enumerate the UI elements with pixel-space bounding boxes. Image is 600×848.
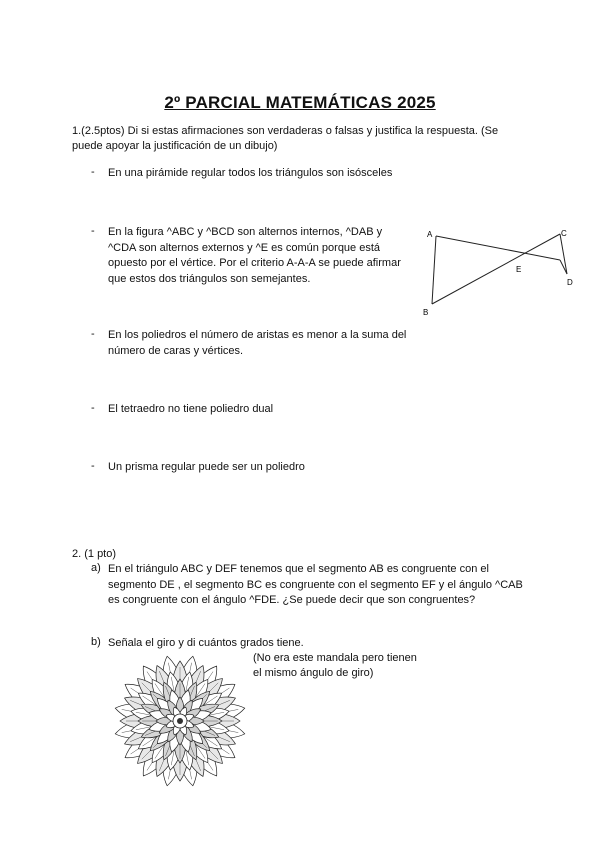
bullet-dash: - bbox=[91, 460, 95, 472]
q2-b-text: Señala el giro y di cuántos grados tiene. bbox=[108, 637, 304, 649]
q1-item-1 bbox=[108, 166, 392, 182]
mandala-center-dot bbox=[177, 718, 183, 724]
q1-item-4-line: El tetraedro no tiene poliedro dual bbox=[108, 403, 274, 415]
page-title: 2º PARCIAL MATEMÁTICAS 2025 bbox=[164, 93, 436, 112]
bullet-dash: - bbox=[91, 225, 95, 237]
q2-a-line: En el triángulo ABC y DEF tenemos que el segmento AB es congruente con el bbox=[108, 563, 489, 575]
q1-intro-line2: puede apoyar la justificación de un dibujo) bbox=[72, 140, 278, 152]
vertex-label-b: B bbox=[423, 308, 429, 317]
segment-ae bbox=[436, 236, 560, 260]
q1-item-4 bbox=[108, 402, 273, 418]
vertex-label-e: E bbox=[516, 265, 522, 274]
q2-a-line: es congruente con el ángulo ^FDE. ¿Se puede decir que son congruentes? bbox=[108, 594, 476, 606]
mandala-image bbox=[110, 652, 250, 790]
q1-item-3-line: número de caras y vértices. bbox=[108, 344, 244, 357]
vertex-label-d: D bbox=[567, 278, 573, 287]
vertex-label-c: C bbox=[561, 229, 567, 238]
vertex-label-a: A bbox=[427, 230, 433, 239]
q2-a-label: a) bbox=[91, 562, 101, 574]
mandala-note-line2: el mismo ángulo de giro) bbox=[253, 667, 374, 679]
q1-item-2-line: En la figura ^ABC y ^BCD son alternos internos, ^DAB y bbox=[108, 226, 383, 238]
q1-item-3 bbox=[108, 328, 406, 359]
segment-ab bbox=[432, 236, 436, 304]
bullet-dash: - bbox=[91, 166, 95, 178]
q2-a-line: segmento DE , el segmento BC es congruente con el segmento EF y el ángulo ^CAB bbox=[108, 578, 523, 591]
q1-item-3-line: En los poliedros el número de aristas es menor a la suma del bbox=[108, 329, 407, 341]
q1-item-1-line: En una pirámide regular todos los triángulos son isósceles bbox=[108, 167, 393, 179]
segment-bc bbox=[432, 234, 560, 304]
q1-item-2-line: ^CDA son alternos externos y ^E es común porque está bbox=[108, 241, 381, 254]
mandala-note-line1: (No era este mandala pero tienen bbox=[253, 652, 417, 664]
q2-heading: 2. (1 pto) bbox=[72, 548, 117, 560]
q1-item-2-line: que estos dos triángulos son semejantes. bbox=[108, 272, 311, 285]
q2-b-label: b) bbox=[91, 636, 101, 648]
alternate-angles-figure bbox=[420, 222, 580, 322]
q1-item-2-line: opuesto por el vértice. Por el criterio A-A-A se puede afirmar bbox=[108, 257, 401, 269]
q2-a-text bbox=[108, 562, 523, 609]
q1-item-2 bbox=[108, 225, 413, 287]
bullet-dash: - bbox=[91, 402, 95, 414]
q1-item-5-line: Un prisma regular puede ser un poliedro bbox=[108, 461, 305, 473]
q1-intro-line1: 1.(2.5ptos) Di si estas afirmaciones son verdaderas o falsas y justifica la respuesta. (Se bbox=[72, 125, 499, 137]
bullet-dash: - bbox=[91, 328, 95, 340]
q1-item-5 bbox=[108, 460, 305, 476]
